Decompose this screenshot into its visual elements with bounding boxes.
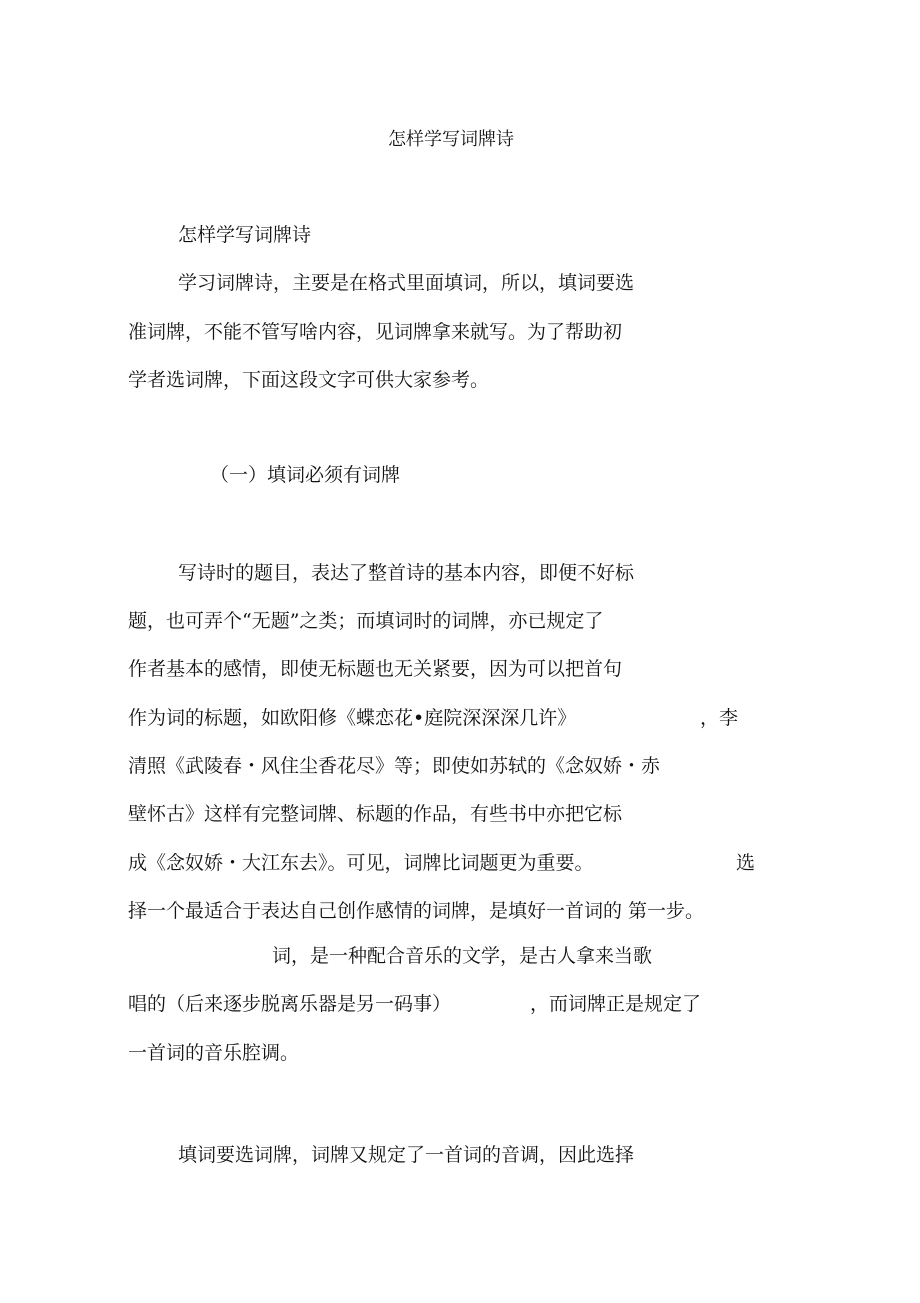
body-line-11: 一首词的音乐腔调。 [128,1042,300,1064]
body-line-8: 择一个最适合于表达自己创作感情的词牌，是填好一首词的 第一步。 [128,900,705,922]
section-heading: （一）填词必须有词牌 [210,464,401,486]
body-line-4-tail: ，李 [700,707,739,729]
body-line-7-tail: 选 [736,852,756,874]
intro-line-1: 学习词牌诗，主要是在格式里面填词，所以，填词要选 [178,272,635,294]
body-line-2: 题，也可弄个“无题”之类；而填词时的词牌，亦已规定了 [128,610,604,632]
intro-line-2: 准词牌，不能不管写啥内容，见词牌拿来就写。为了帮助初 [128,321,623,343]
body-line-6: 壁怀古》这样有完整词牌、标题的作品，有些书中亦把它标 [128,803,623,825]
intro-line-3: 学者选词牌，下面这段文字可供大家参考。 [128,369,490,391]
body-line-3: 作者基本的感情，即使无标题也无关紧要，因为可以把首句 [128,658,623,680]
document-subtitle: 怎样学写词牌诗 [178,224,312,246]
closing-line: 填词要选词牌，词牌又规定了一首词的音调，因此选择 [178,1144,635,1166]
body-line-10-tail: ，而词牌正是规定了 [530,993,702,1015]
body-line-9: 词，是一种配合音乐的文学，是古人拿来当歌 [272,945,653,967]
body-line-5: 清照《武陵春・风住尘香花尽》等；即使如苏轼的《念奴娇・赤 [128,755,661,777]
body-line-10: 唱的（后来逐步脱离乐器是另一码事） [128,993,452,1015]
body-line-4: 作为词的标题，如欧阳修《蝶恋花•庭院深深深几许》 [128,707,577,729]
body-line-1: 写诗时的题目，表达了整首诗的基本内容，即便不好标 [178,562,635,584]
document-title: 怎样学写词牌诗 [388,129,514,150]
body-line-7: 成《念奴娇・大江东去》。可见，词牌比词题更为重要。 [128,852,594,874]
